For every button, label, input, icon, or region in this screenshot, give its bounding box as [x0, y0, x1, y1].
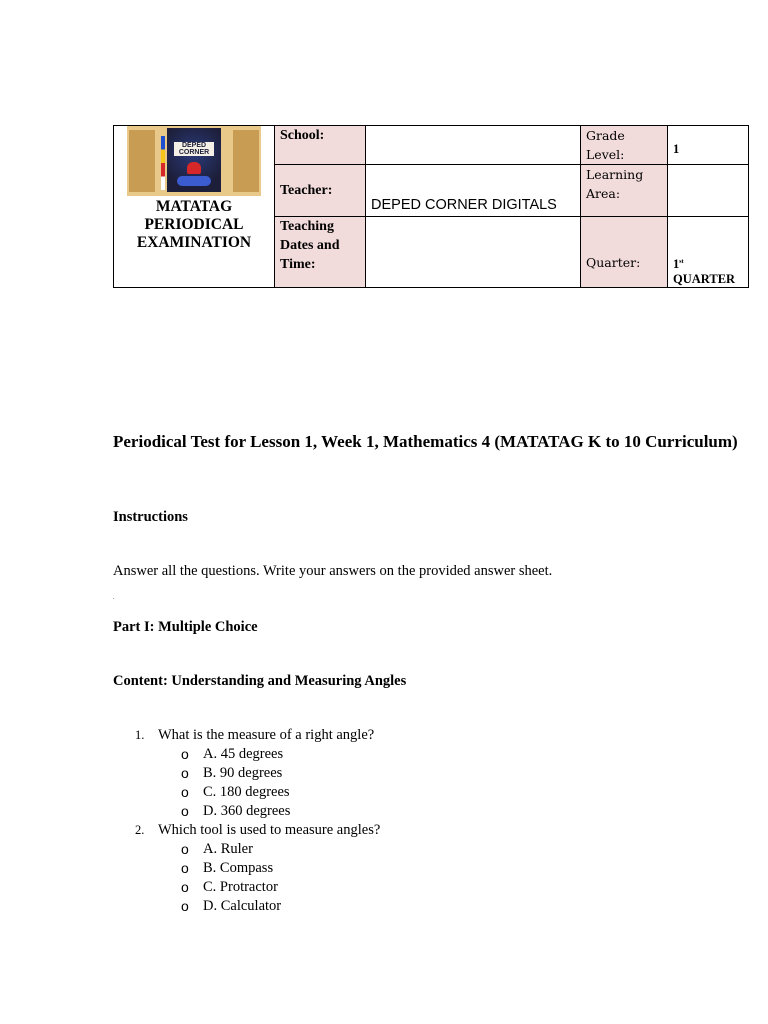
- bullet-icon: o: [181, 746, 189, 762]
- answer-option-text: A. Ruler: [203, 841, 253, 857]
- teacher-label: Teacher:: [280, 183, 333, 198]
- answer-option-text: A. 45 degrees: [203, 746, 284, 762]
- answer-option: [181, 745, 753, 764]
- learning-area-label-line: Learning: [586, 167, 644, 182]
- question-item: [113, 821, 753, 840]
- quarter-ordinal: st: [679, 259, 684, 265]
- question-list: [113, 726, 753, 916]
- answer-option: [181, 764, 753, 783]
- heart-icon: [187, 162, 201, 174]
- stray-mark: .: [113, 595, 115, 601]
- exam-title-line: EXAMINATION: [136, 234, 252, 251]
- deped-corner-logo: [127, 126, 261, 196]
- bullet-icon: o: [181, 879, 189, 895]
- instructions-heading: Instructions: [113, 509, 188, 525]
- teacher-label-cell: [275, 165, 366, 217]
- learning-area-label-cell: [581, 165, 668, 217]
- part-heading: Part I: Multiple Choice: [113, 619, 258, 635]
- teaching-dates-label-line: Time:: [280, 257, 316, 272]
- question-text: Which tool is used to measure angles?: [158, 822, 381, 838]
- quarter-number: 1: [673, 257, 680, 272]
- bullet-icon: o: [181, 803, 189, 819]
- answer-option-text: C. 180 degrees: [203, 784, 290, 800]
- teaching-dates-label-line: Dates and: [280, 238, 340, 253]
- question-item: [113, 726, 753, 745]
- teaching-dates-value-cell[interactable]: [366, 217, 581, 288]
- exam-title: [114, 198, 274, 252]
- teacher-value-cell[interactable]: [366, 165, 581, 217]
- answer-option-text: B. Compass: [203, 860, 274, 876]
- grade-label: Grade Level:: [586, 128, 625, 162]
- question-number: 2.: [135, 823, 145, 837]
- answer-option: [181, 840, 753, 859]
- bullet-icon: o: [181, 898, 189, 914]
- answer-option: [181, 783, 753, 802]
- quarter-label-cell: [581, 217, 668, 288]
- quarter-label: Quarter:: [586, 255, 641, 270]
- answer-option-text: C. Protractor: [203, 879, 278, 895]
- quarter-value-cell[interactable]: [668, 217, 749, 288]
- bullet-icon: o: [181, 765, 189, 781]
- question-number: 1.: [135, 728, 145, 742]
- instructions-text: Answer all the questions. Write your answers on the provided answer sheet.: [113, 563, 553, 579]
- answer-option: [181, 897, 753, 916]
- bullet-icon: o: [181, 784, 189, 800]
- answer-option-text: D. Calculator: [203, 898, 282, 914]
- answer-option-text: D. 360 degrees: [203, 803, 291, 819]
- quarter-word: QUARTER: [673, 272, 736, 287]
- answer-option-text: B. 90 degrees: [203, 765, 283, 781]
- exam-title-line: PERIODICAL: [144, 216, 244, 233]
- exam-title-line: MATATAG: [155, 198, 233, 215]
- question-text: What is the measure of a right angle?: [158, 727, 375, 743]
- content-heading: Content: Understanding and Measuring Angles: [113, 673, 407, 689]
- school-logo-cell: [114, 126, 275, 288]
- school-label-cell: [275, 126, 366, 165]
- school-value-cell[interactable]: [366, 126, 581, 165]
- logo-text: DEPED CORNER: [174, 142, 214, 156]
- header-table: [113, 125, 749, 288]
- bullet-icon: o: [181, 860, 189, 876]
- grade-value: 1: [673, 142, 680, 156]
- hands-icon: [177, 176, 211, 186]
- test-title: Periodical Test for Lesson 1, Week 1, Mathematics 4 (MATATAG K to 10 Curriculum): [113, 432, 738, 451]
- teaching-dates-label-line: Teaching: [280, 219, 334, 234]
- grade-label-cell: [581, 126, 668, 165]
- learning-area-value-cell[interactable]: [668, 165, 749, 217]
- quarter-value: [673, 255, 743, 287]
- grade-value-cell[interactable]: [668, 126, 749, 165]
- teaching-dates-label-cell: [275, 217, 366, 288]
- learning-area-label-line: Area:: [586, 186, 621, 201]
- school-label: School:: [280, 128, 325, 143]
- teacher-value: DEPED CORNER DIGITALS: [371, 197, 557, 213]
- answer-option: [181, 802, 753, 821]
- answer-option: [181, 859, 753, 878]
- bullet-icon: o: [181, 841, 189, 857]
- answer-option: [181, 878, 753, 897]
